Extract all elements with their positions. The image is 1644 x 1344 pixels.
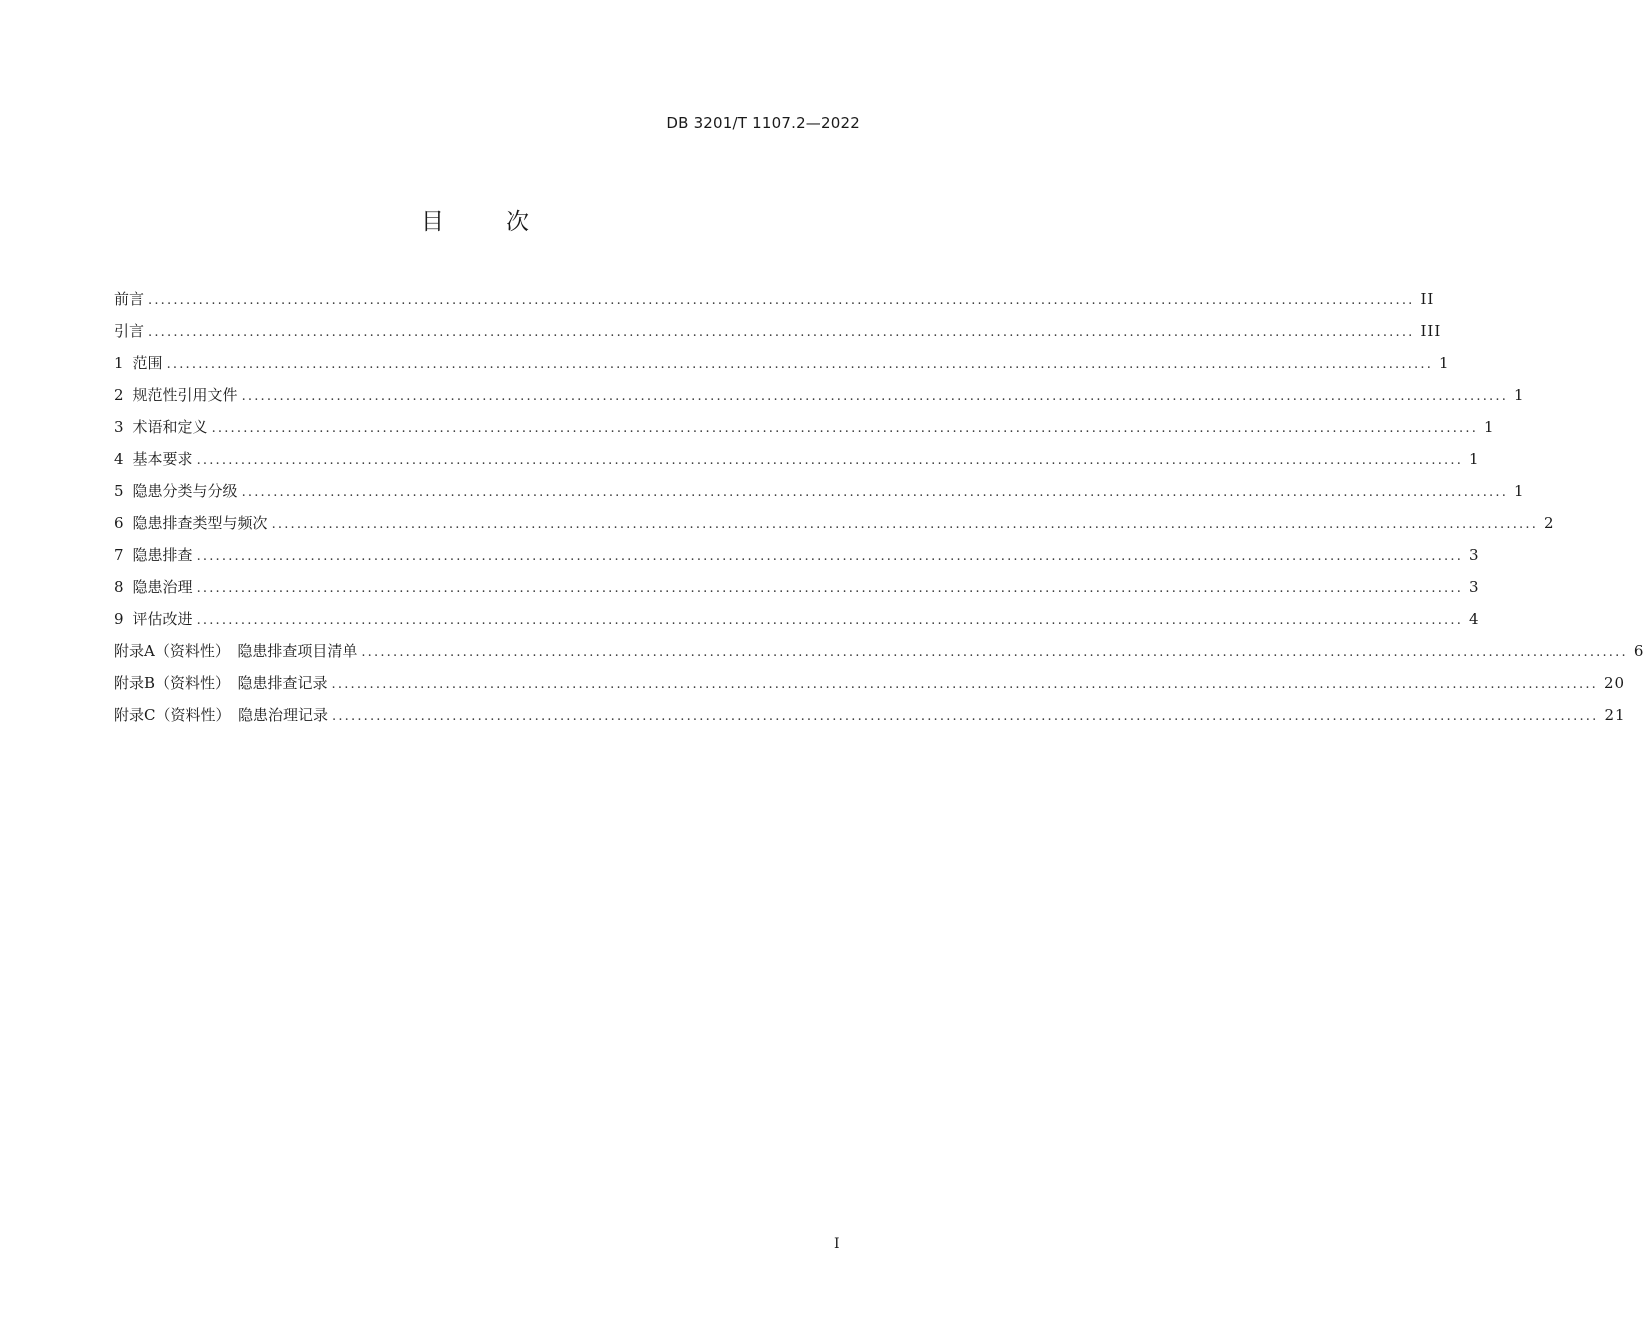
toc-entry-governance[interactable] <box>114 574 1480 606</box>
toc-entry-label <box>114 638 357 664</box>
toc-leader-dots: ........................................................................................................................................................................................................ <box>148 293 1415 308</box>
toc-entry-label <box>114 286 144 312</box>
toc-leader-dots: ........................................................................................................................................................................................................ <box>148 325 1415 340</box>
toc-leader-dots: ........................................................................................................................................................................................................ <box>196 581 1464 596</box>
toc-leader-dots: ........................................................................................................................................................................................................ <box>196 453 1464 468</box>
toc-entry-number: 5 <box>114 482 124 500</box>
toc-entry-text: 附录C（资料性） 隐患治理记录 <box>114 706 328 724</box>
toc-entry-page: 21 <box>1604 706 1626 724</box>
toc-leader-dots: ........................................................................................................................................................................................................ <box>241 485 1509 500</box>
toc-entry-introduction[interactable] <box>114 318 1442 350</box>
toc-entry-page: 1 <box>1514 482 1525 500</box>
toc-entry-page: 6 <box>1633 642 1644 660</box>
toc-entry-page: 2 <box>1544 514 1555 532</box>
toc-entry-page: 3 <box>1469 578 1480 596</box>
toc-entry-text: 术语和定义 <box>132 418 208 436</box>
toc-entry-inspection-types[interactable] <box>114 510 1555 542</box>
toc-title <box>0 203 950 236</box>
toc-entry-number: 2 <box>114 386 124 404</box>
toc-entry-terms-definitions[interactable] <box>114 414 1495 446</box>
toc-entry-page: 4 <box>1469 610 1480 628</box>
toc-leader-dots: ........................................................................................................................................................................................................ <box>166 357 1434 372</box>
toc-entry-appendix-c[interactable] <box>114 702 1626 734</box>
toc-entry-classification[interactable] <box>114 478 1525 510</box>
toc-entry-label <box>114 670 328 696</box>
toc-entry-label <box>114 542 193 568</box>
toc-entry-label <box>114 606 193 632</box>
toc-entry-basic-requirements[interactable] <box>114 446 1480 478</box>
toc-entry-text: 评估改进 <box>132 610 193 628</box>
toc-entry-label <box>114 446 193 472</box>
toc-entry-label <box>114 510 268 536</box>
toc-entry-text: 基本要求 <box>132 450 193 468</box>
toc-entry-label <box>114 478 238 504</box>
toc-entry-page: 3 <box>1469 546 1480 564</box>
toc-entry-page: II <box>1420 290 1435 308</box>
toc-entry-label <box>114 702 328 728</box>
toc-entry-page: III <box>1420 322 1442 340</box>
toc-entry-number: 6 <box>114 514 124 532</box>
toc-entry-text: 范围 <box>132 354 163 372</box>
toc-entry-label <box>114 382 238 408</box>
toc-leader-dots: ........................................................................................................................................................................................................ <box>361 645 1628 660</box>
toc-entry-number: 7 <box>114 546 124 564</box>
toc-entry-text: 附录A（资料性） 隐患排查项目清单 <box>114 642 358 660</box>
toc-entry-appendix-b[interactable] <box>114 670 1626 702</box>
toc-entry-text: 前言 <box>114 290 145 308</box>
toc-leader-dots: ........................................................................................................................................................................................................ <box>196 549 1464 564</box>
toc-entry-text: 隐患排查 <box>132 546 193 564</box>
toc-entry-page: 1 <box>1469 450 1480 468</box>
toc-title-char-2: 次 <box>506 209 529 235</box>
toc-entry-label <box>114 574 193 600</box>
toc-entry-number: 3 <box>114 418 124 436</box>
toc-entry-appendix-a[interactable] <box>114 638 1644 670</box>
toc-entry-label <box>114 350 163 376</box>
toc-leader-dots: ........................................................................................................................................................................................................ <box>211 421 1479 436</box>
toc-entry-label <box>114 318 144 344</box>
toc-title-char-1: 目 <box>421 209 444 235</box>
toc-entry-text: 规范性引用文件 <box>132 386 238 404</box>
toc-entry-number: 4 <box>114 450 124 468</box>
toc-entry-text: 附录B（资料性） 隐患排查记录 <box>114 674 328 692</box>
toc-entry-page: 1 <box>1514 386 1525 404</box>
toc-entry-normative-references[interactable] <box>114 382 1525 414</box>
toc-entry-text: 隐患治理 <box>132 578 193 596</box>
toc-entry-number: 8 <box>114 578 124 596</box>
document-code: DB 3201/T 1107.2—2022 <box>666 114 860 132</box>
toc-leader-dots: ........................................................................................................................................................................................................ <box>241 389 1509 404</box>
toc-entry-scope[interactable] <box>114 350 1450 382</box>
toc-entry-page: 20 <box>1604 674 1626 692</box>
toc-leader-dots: ........................................................................................................................................................................................................ <box>331 677 1598 692</box>
toc-leader-dots: ........................................................................................................................................................................................................ <box>271 517 1539 532</box>
toc-entry-label <box>114 414 208 440</box>
toc-entry-page: 1 <box>1439 354 1450 372</box>
toc-entry-foreword[interactable] <box>114 286 1435 318</box>
toc-entry-evaluation[interactable] <box>114 606 1480 638</box>
toc-entry-number: 9 <box>114 610 124 628</box>
toc-leader-dots: ........................................................................................................................................................................................................ <box>331 709 1599 724</box>
toc-entry-text: 隐患排查类型与频次 <box>132 514 268 532</box>
toc-entry-text: 隐患分类与分级 <box>132 482 238 500</box>
toc-entry-inspection[interactable] <box>114 542 1480 574</box>
toc-leader-dots: ........................................................................................................................................................................................................ <box>196 613 1464 628</box>
page-number: I <box>834 1236 840 1252</box>
toc-entry-text: 引言 <box>114 322 145 340</box>
toc-list <box>114 286 1644 734</box>
toc-entry-number: 1 <box>114 354 124 372</box>
toc-entry-page: 1 <box>1484 418 1495 436</box>
